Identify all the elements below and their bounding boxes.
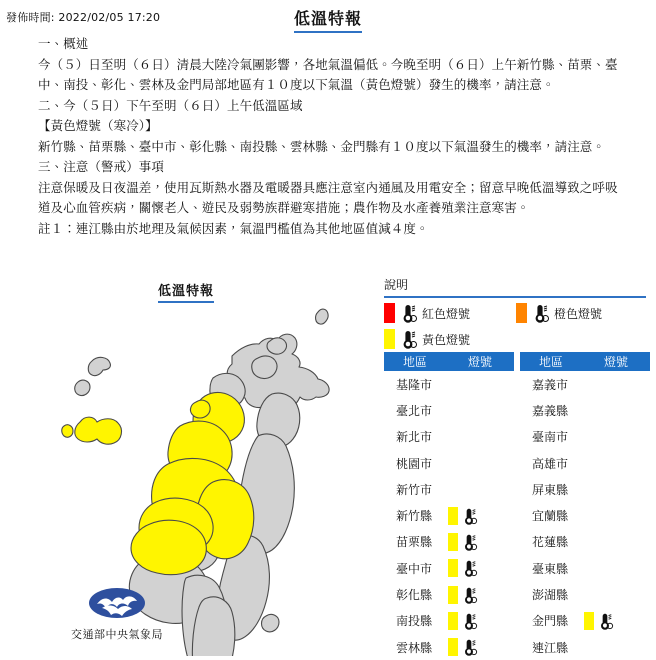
table-row[interactable] bbox=[384, 581, 514, 607]
region-name: 宜蘭縣 bbox=[532, 509, 569, 524]
page-title bbox=[0, 6, 656, 33]
signal-cell bbox=[444, 559, 514, 577]
region-name: 花蓮縣 bbox=[532, 535, 569, 550]
table-header-right bbox=[520, 352, 650, 371]
signal-empty bbox=[584, 586, 585, 604]
table-row[interactable] bbox=[384, 397, 514, 423]
signal-cell bbox=[444, 533, 514, 551]
region-name: 連江縣 bbox=[532, 640, 569, 655]
signal-cell bbox=[580, 638, 650, 656]
taiwan-warning-map bbox=[0, 286, 372, 656]
legend-label-orange: 橙色燈號 bbox=[554, 306, 603, 321]
signal-cell bbox=[580, 533, 650, 551]
section1-heading: 一、概述 bbox=[38, 36, 89, 51]
table-row[interactable] bbox=[520, 371, 650, 397]
thermometer-icon bbox=[596, 612, 614, 630]
legend-label-yellow: 黃色燈號 bbox=[422, 332, 471, 347]
signal-indicator-yellow bbox=[448, 533, 478, 551]
region-name: 臺南市 bbox=[532, 430, 569, 445]
signal-cell bbox=[444, 428, 514, 446]
signal-indicator-yellow bbox=[448, 612, 478, 630]
map-region-yunlin bbox=[131, 520, 206, 575]
legend-items bbox=[384, 300, 648, 352]
table-row[interactable] bbox=[520, 397, 650, 423]
section2-signal: 【黃色燈號（寒冷）】 bbox=[38, 118, 158, 133]
page-header bbox=[0, 0, 656, 30]
publish-time: 發佈時間: 2022/02/05 17:20 bbox=[6, 11, 161, 24]
signal-cell bbox=[444, 612, 514, 630]
region-name: 南投縣 bbox=[396, 614, 433, 629]
table-row[interactable] bbox=[384, 634, 514, 660]
thermometer-icon bbox=[530, 303, 550, 323]
signal-empty bbox=[448, 428, 449, 446]
signal-swatch bbox=[448, 507, 458, 525]
region-name: 臺中市 bbox=[396, 561, 433, 576]
table-row[interactable] bbox=[520, 634, 650, 660]
signal-swatch bbox=[584, 612, 594, 630]
section3-line2: 道及心血管疾病，關懷老人、遊民及弱勢族群避寒措施；農作物及水產養殖業注意寒害。 bbox=[38, 200, 530, 215]
signal-empty bbox=[584, 454, 585, 472]
legend-swatch-orange bbox=[516, 303, 527, 323]
signal-empty bbox=[448, 480, 449, 498]
map-region-taipei bbox=[252, 356, 277, 379]
column-header-signal: 燈號 bbox=[603, 355, 628, 369]
region-name: 臺東縣 bbox=[532, 561, 569, 576]
column-header-signal: 燈號 bbox=[467, 355, 492, 369]
thermometer-icon bbox=[398, 303, 418, 323]
signal-cell bbox=[580, 428, 650, 446]
signal-empty bbox=[584, 507, 585, 525]
table-row[interactable] bbox=[384, 424, 514, 450]
table-row[interactable] bbox=[520, 476, 650, 502]
signal-cell bbox=[580, 612, 650, 630]
table-row[interactable] bbox=[520, 424, 650, 450]
signal-empty bbox=[584, 480, 585, 498]
section1-line2: 中、南投、彰化、雲林及金門局部地區有１０度以下氣溫（黃色燈號）發生的機率，請注意。 bbox=[38, 77, 555, 92]
section1-line1: 今（５）日至明（６日）清晨大陸冷氣團影響，各地氣溫偏低。今晚至明（６日）上午新竹縣、苗栗、臺 bbox=[38, 56, 618, 72]
note-1: 註１：連江縣由於地理及氣候因素，氣溫門檻值為其他地區值減４度。 bbox=[38, 220, 429, 236]
signal-indicator-yellow bbox=[448, 559, 478, 577]
map-region-hsinchu-city bbox=[190, 400, 210, 418]
region-name: 新竹市 bbox=[396, 482, 433, 497]
cwb-logo bbox=[57, 586, 177, 642]
table-row[interactable] bbox=[520, 502, 650, 528]
thermometer-icon bbox=[460, 559, 478, 577]
region-name: 雲林縣 bbox=[396, 640, 433, 655]
signal-cell bbox=[444, 454, 514, 472]
table-row[interactable] bbox=[520, 529, 650, 555]
table-row[interactable] bbox=[520, 581, 650, 607]
legend-item-red bbox=[384, 303, 516, 323]
legend-item-orange bbox=[516, 303, 648, 323]
map-pane bbox=[0, 268, 372, 656]
section2-line1: 新竹縣、苗栗縣、臺中市、彰化縣、南投縣、雲林縣、金門縣有１０度以下氣溫發生的機率，請注意。 bbox=[38, 138, 606, 154]
signal-cell bbox=[580, 480, 650, 498]
region-name: 嘉義市 bbox=[532, 377, 569, 392]
region-table-right bbox=[520, 352, 650, 660]
map-region-penghu-b bbox=[75, 380, 90, 395]
table-row[interactable] bbox=[384, 529, 514, 555]
signal-indicator-yellow bbox=[448, 507, 478, 525]
legend-pane bbox=[376, 268, 656, 656]
table-row[interactable] bbox=[384, 371, 514, 397]
signal-empty bbox=[584, 533, 585, 551]
map-region-lieyu bbox=[62, 425, 73, 437]
thermometer-icon bbox=[460, 612, 478, 630]
thermometer-icon bbox=[460, 586, 478, 604]
signal-cell bbox=[444, 375, 514, 393]
signal-cell bbox=[580, 586, 650, 604]
column-header-region: 地區 bbox=[402, 355, 427, 369]
region-name: 基隆市 bbox=[396, 377, 433, 392]
table-row[interactable] bbox=[384, 450, 514, 476]
table-row[interactable] bbox=[384, 476, 514, 502]
signal-cell bbox=[444, 586, 514, 604]
thermometer-icon bbox=[460, 507, 478, 525]
signal-indicator-yellow bbox=[448, 638, 478, 656]
table-row[interactable] bbox=[384, 555, 514, 581]
signal-empty bbox=[584, 428, 585, 446]
region-name: 屏東縣 bbox=[532, 482, 569, 497]
signal-empty bbox=[448, 401, 449, 419]
map-region-kinmen bbox=[75, 417, 122, 444]
report-body bbox=[38, 34, 638, 239]
section3-line1: 注意保暖及日夜溫差，使用瓦斯熱水器及電暖器具應注意室內通風及用電安全；留意早晚低溫導致之呼吸 bbox=[38, 179, 618, 195]
signal-cell bbox=[444, 638, 514, 656]
signal-empty bbox=[584, 375, 585, 393]
table-header-left bbox=[384, 352, 514, 371]
region-name: 彰化縣 bbox=[396, 588, 433, 603]
signal-cell bbox=[444, 401, 514, 419]
signal-empty bbox=[584, 638, 585, 656]
region-name: 臺北市 bbox=[396, 403, 433, 418]
signal-swatch bbox=[448, 586, 458, 604]
signal-indicator-yellow bbox=[584, 612, 614, 630]
legend-heading: 說明 bbox=[384, 276, 646, 298]
region-name: 金門縣 bbox=[532, 614, 569, 629]
signal-swatch bbox=[448, 559, 458, 577]
cwb-logo-icon bbox=[88, 586, 146, 620]
map-region-penghu-a bbox=[88, 357, 110, 375]
table-row[interactable] bbox=[520, 555, 650, 581]
signal-empty bbox=[448, 454, 449, 472]
signal-swatch bbox=[448, 533, 458, 551]
signal-indicator-yellow bbox=[448, 586, 478, 604]
region-name: 桃園市 bbox=[396, 456, 433, 471]
table-row[interactable] bbox=[520, 450, 650, 476]
cwb-logo-caption: 交通部中央氣象局 bbox=[71, 628, 163, 641]
section3-heading: 三、注意（警戒）事項 bbox=[38, 159, 165, 174]
region-name: 嘉義縣 bbox=[532, 403, 569, 418]
signal-swatch bbox=[448, 612, 458, 630]
signal-cell bbox=[444, 480, 514, 498]
legend-swatch-yellow bbox=[384, 329, 395, 349]
region-table-left bbox=[384, 352, 514, 660]
thermometer-icon bbox=[460, 638, 478, 656]
map-title-text: 低溫特報 bbox=[158, 280, 214, 303]
region-signal-tables bbox=[384, 352, 650, 660]
signal-cell bbox=[580, 454, 650, 472]
table-row[interactable] bbox=[384, 608, 514, 634]
signal-cell bbox=[580, 375, 650, 393]
region-name: 高雄市 bbox=[532, 456, 569, 471]
map-region-lienchiang bbox=[316, 309, 329, 324]
region-name: 苗栗縣 bbox=[396, 535, 433, 550]
region-name: 澎湖縣 bbox=[532, 588, 569, 603]
table-row[interactable] bbox=[520, 608, 650, 634]
legend-label-red: 紅色燈號 bbox=[422, 306, 471, 321]
signal-cell bbox=[580, 559, 650, 577]
page-title-text: 低溫特報 bbox=[294, 6, 362, 33]
signal-cell bbox=[580, 507, 650, 525]
section2-heading: 二、今（５日）下午至明（６日）上午低溫區域 bbox=[38, 97, 303, 113]
table-row[interactable] bbox=[384, 502, 514, 528]
signal-swatch bbox=[448, 638, 458, 656]
signal-cell bbox=[580, 401, 650, 419]
lower-panel bbox=[0, 268, 656, 656]
signal-empty bbox=[584, 401, 585, 419]
signal-cell bbox=[444, 507, 514, 525]
legend-swatch-red bbox=[384, 303, 395, 323]
signal-empty bbox=[584, 559, 585, 577]
region-name: 新北市 bbox=[396, 430, 433, 445]
map-region-green-island bbox=[262, 614, 280, 631]
thermometer-icon bbox=[398, 329, 418, 349]
legend-item-yellow bbox=[384, 329, 516, 349]
signal-empty bbox=[448, 375, 449, 393]
column-header-region: 地區 bbox=[538, 355, 563, 369]
thermometer-icon bbox=[460, 533, 478, 551]
region-name: 新竹縣 bbox=[396, 509, 433, 524]
